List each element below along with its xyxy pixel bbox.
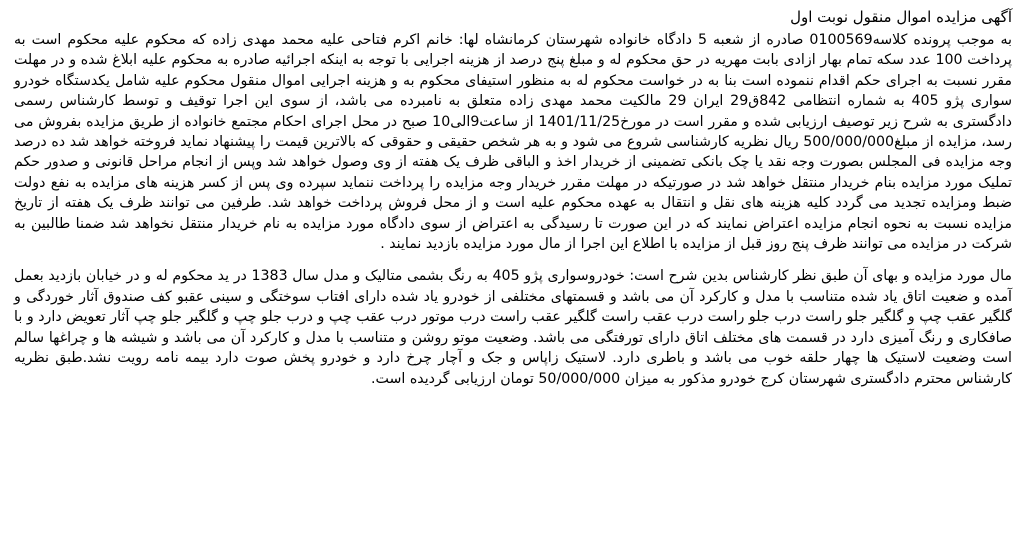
auction-notice: [14, 6, 1012, 389]
notice-paragraph-vehicle-description: مال مورد مزایده و بهای آن طبق نظر کارشناس بدین شرح است: خودروسواری پژو 405 به رنگ بشمی متالیک و مدل سال 1383 در ید محکوم له و در خیابان بازدید بعمل آمده و ضعیت اتاق یاد شده متناسب با مدل و کارکرد آن می باشد و قسمتهای مختلفی از خودرو یاد شده دارای افتاب سوختگی و سینی عقبو کف صندوق آثار خوردگی و گلگیر عقب چپ و گلگیر جلو راست درب جلو راست درب عقب راست گلگیر عقب راست درب موتور درب عقب چپ و درب جلو چپ و گلگیر جلو چپ آثار تعویض دارد و با صافکاری و رنگ آمیزی دارد در قسمت های مختلف اتاق دارای تورفتگی می باشد. وضعیت موتو روشن و متناسب با مدل و کارکرد آن می باشد و شیشه ها و چراغها سالم است وضعیت لاستیک ها چهار حلقه خوب می باشد و باطری دارد. لاستیک زاپاس و جک و آچار چرخ دارد و خودرو پخش صوت دارد بیمه نامه رویت نشد.طبق نظریه کارشناس محترم دادگستری شهرستان کرج خودرو مذکور به میزان 50/000/000 تومان ارزیابی گردیده است.: [14, 268, 1012, 387]
notice-paragraph-auction-terms: به موجب پرونده کلاسه0100569 صادره از شعبه 5 دادگاه خانواده شهرستان کرمانشاه لها: خانم اکرم فتاحی علیه محمد مهدی زاده که محکوم علیه محکوم است به پرداخت 100 عدد سکه تمام بهار ازادی بابت مهریه در حق محکوم له و مبلغ پنج درصد از هزینه اجرایی با توجه به اینکه اجرائیه صادره به محکوم علیه ابلاغ شده و در مهلت مقرر نسبت به اجرای حکم اقدام ننموده است بنا به در خواست محکوم له به منظور استیفای محکوم به و هزینه اجرایی اموال منقول محکوم علیه شامل یکدستگاه خودرو سواری پژو 405 به شماره انتظامی 842ق29 ایران 29 مالکیت محمد مهدی زاده متعلق به نامبرده می باشد، از سوی این اجرا توقیف و توسط کارشناس رسمی دادگستری به شرح زیر توصیف ارزیابی شده و مقرر است در مورخ1401/11/25 از ساعت9الی10 صبح در محل اجرای احکام مجتمع خانواده از طریق مزایده بفروش می رسد، مزایده از مبلغ500/000/000 ریال نظریه کارشناسی شروع می شود و به هر شخص حقیقی و حقوقی که بالاترین قیمت را پیشنهاد نماید فروخته خواهد شد ده درصد وجه مزایده فی المجلس بصورت وجه نقد یا چک بانکی تضمینی از خریدار اخذ و الباقی ظرف یک هفته از وی وصول خواهد شد وپس از انجام مراحل قانونی و صدور حکم تملیک مورد مزایده بنام خریدار منتقل خواهد شد در صورتیکه در مهلت مقرر خریدار وجه مزایده را پرداخت ننماید سپرده وی پس از کسر هزینه های مزایده به نفع دولت ضبط ومزایده تجدید می گردد کلیه هزینه های نقل و انتقال به عهده محکوم علیه است و از محل فروش پرداخت خواهد شد. طرفین می توانند ظرف یک هفته از تاریخ مزایده نسبت به نحوه انجام مزایده اعتراض نمایند که در این صورت تا رسیدگی به اعتراض از سوی دادگاه مورد مزایده به نام خریدار منتقل نخواهد شد ضمنا طالبین به شرکت در مزایده می توانند ظرف پنج روز قبل از مزایده با اطلاع این اجرا از مال مورد مزایده بازدید نمایند .: [14, 32, 1013, 253]
notice-title: آگهی مزایده اموال منقول نوبت اول: [790, 8, 1012, 26]
